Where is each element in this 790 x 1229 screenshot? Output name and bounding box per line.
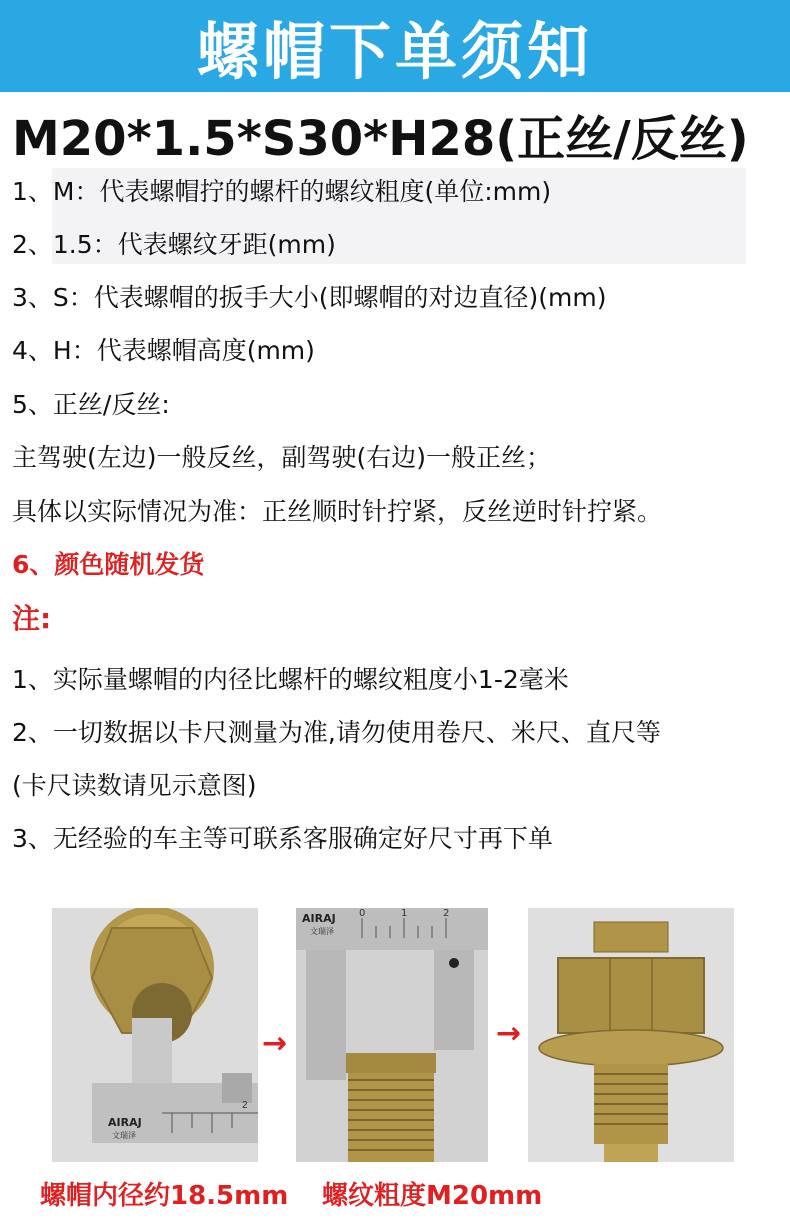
- item-2: 2、1.5：代表螺纹牙距(mm): [12, 230, 336, 259]
- caliper-brand-label: AIRAJ: [302, 912, 336, 925]
- item-5-detail-2: 具体以实际情况为准：正丝顺时针拧紧，反丝逆时针拧紧。: [12, 497, 663, 526]
- note-1: 1、实际量螺帽的内径比螺杆的螺纹粗度小1-2毫米: [12, 665, 569, 694]
- caliper-brand-sub: 文瑞泽: [112, 1131, 136, 1140]
- caption-inner-diameter: 螺帽内径约18.5mm: [40, 1181, 289, 1211]
- note-2: 2、一切数据以卡尺测量为准,请勿使用卷尺、米尺、直尺等: [12, 718, 661, 747]
- header-banner: [0, 0, 790, 92]
- caliper-brand-label: AIRAJ: [108, 1116, 142, 1129]
- photo-nut-measured: [52, 908, 258, 1162]
- photo-bolt-measured: [296, 908, 488, 1162]
- item-6-color: 6、颜色随机发货: [12, 550, 205, 579]
- arrow-icon: →: [496, 1016, 522, 1051]
- item-4: 4、H：代表螺帽高度(mm): [12, 336, 315, 365]
- item-1: 1、M：代表螺帽拧的螺杆的螺纹粗度(单位:mm): [12, 177, 552, 206]
- caliper-brand-sub: 文瑞泽: [310, 927, 334, 936]
- scale-tick-label: 0: [359, 908, 366, 919]
- item-5: 5、正丝/反丝:: [12, 390, 170, 419]
- item-5-detail-1: 主驾驶(左边)一般反丝，副驾驶(右边)一般正丝；: [12, 443, 552, 472]
- item-3: 3、S：代表螺帽的扳手大小(即螺帽的对边直径)(mm): [12, 283, 607, 312]
- scale-tick-label: 1: [401, 908, 408, 919]
- spec-heading: M20*1.5*S30*H28(正丝/反丝): [12, 111, 749, 167]
- photo-nut-on-bolt: [528, 908, 734, 1162]
- scale-tick-label: 2: [443, 908, 450, 919]
- scale-tick-label: 2: [242, 1100, 248, 1111]
- caption-thread-size: 螺纹粗度M20mm: [322, 1181, 543, 1211]
- arrow-icon: →: [262, 1026, 288, 1061]
- note-3: 3、无经验的车主等可联系客服确定好尺寸再下单: [12, 824, 553, 853]
- note-title: 注:: [12, 602, 52, 635]
- note-2-continued: (卡尺读数请见示意图): [12, 771, 257, 800]
- banner-title: 螺帽下单须知: [196, 14, 593, 88]
